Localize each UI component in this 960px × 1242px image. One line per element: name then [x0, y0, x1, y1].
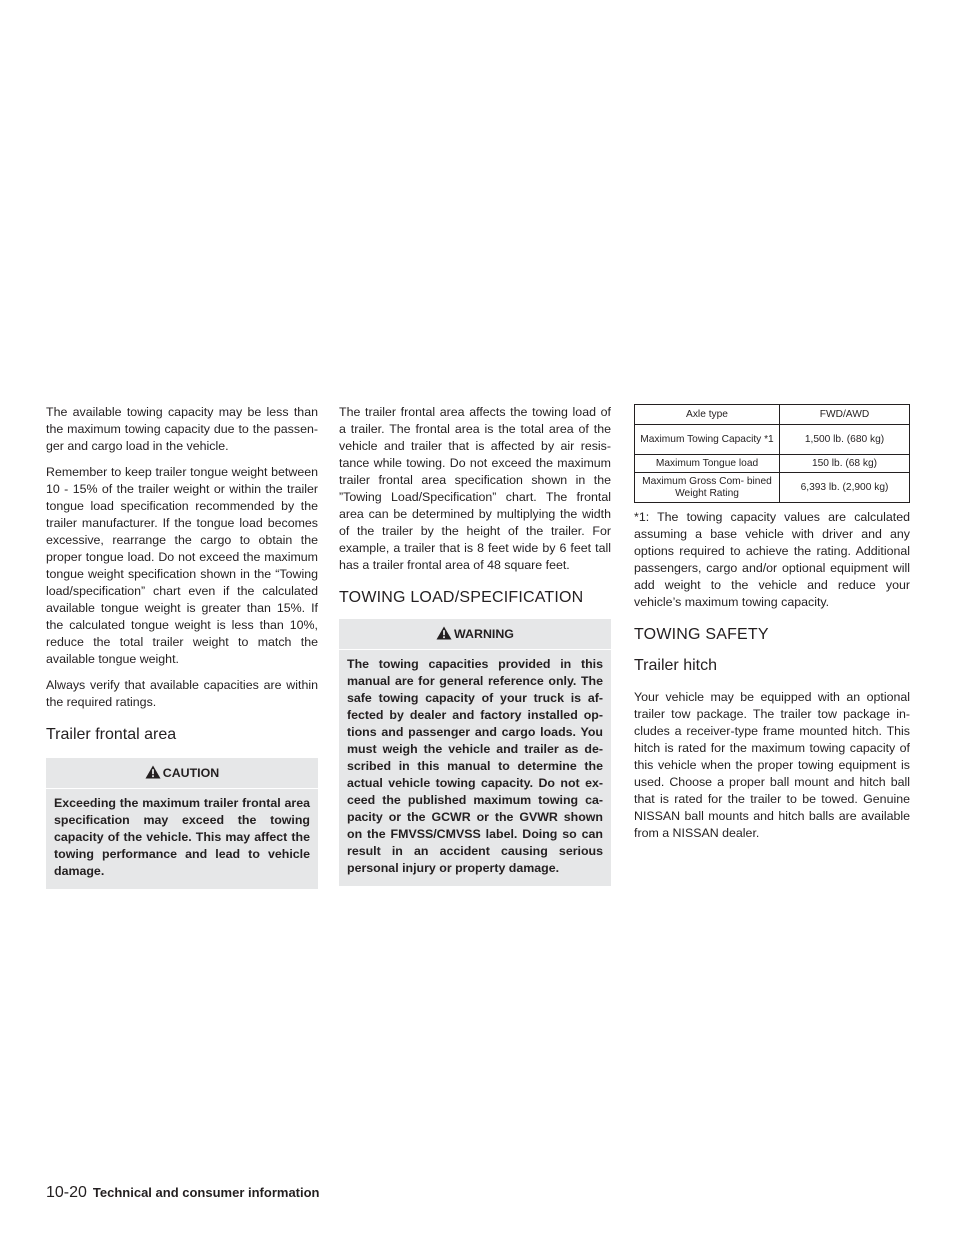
heading-trailer-hitch: Trailer hitch: [634, 657, 717, 674]
caution-header: [46, 765, 318, 789]
column-right: [634, 404, 910, 851]
paragraph-verify-capacities: Always verify that available capacities are within the required ratings.: [46, 678, 318, 709]
column-left: [46, 404, 318, 889]
table-cell: FWD/AWD: [780, 405, 910, 425]
column-middle: [339, 404, 611, 886]
table-row: [635, 405, 910, 425]
table-row: [635, 425, 910, 455]
warning-header: [339, 626, 611, 650]
heading-towing-load-specification: TOWING LOAD/SPECIFICATION: [339, 589, 584, 606]
table-row: [635, 473, 910, 503]
warning-triangle-icon: [145, 765, 161, 779]
warning-box: [339, 619, 611, 886]
table-cell: 6,393 lb. (2,900 kg): [780, 473, 910, 503]
table-cell: 1,500 lb. (680 kg): [780, 425, 910, 455]
paragraph-frontal-area: The trailer frontal area affects the towing load of a trailer. The frontal area is the total area of the vehicle and trailer that is affected by air resistance while towing. Do not exceed the maximum trailer frontal area specification shown in the ”Towing Load/Specification” chart. The frontal area can be determined by multiplying the width of the trailer by the height of the trailer. For example, a trailer that is 8 feet wide by 6 feet tall has a trailer frontal area of 48 square feet.: [339, 405, 611, 572]
warning-title: WARNING: [454, 627, 514, 641]
caution-title: CAUTION: [162, 766, 220, 780]
paragraph-trailer-hitch: Your vehicle may be equipped with an optional trailer tow package. The trailer tow package includes a receiver-type frame mounted hitch. This hitch is rated for the maximum towing capacity of this vehicle when the proper towing equipment is used. Choose a proper ball mount and hitch ball that is rated for the trailer to be towed. Genuine NISSAN ball mounts and hitch balls are available from a NISSAN dealer.: [634, 690, 910, 840]
caution-text: Exceeding the maximum trailer frontal area specification may exceed the towing capacity of the vehicle. This may affect the towing performance and lead to vehicle damage.: [54, 796, 310, 878]
table-row: [635, 455, 910, 473]
paragraph-tongue-weight: Remember to keep trailer tongue weight between 10 - 15% of the trailer weight or within the trailer tongue load specification recommended by the trailer manufacturer. If the tongue load becomes excessive, rearrange the cargo to obtain the proper tongue load. Do not exceed the maximum tongue weight specification shown in the “Towing load/specification” chart even if the calculated available tongue weight is greater than 15%. If the calculated tongue weight is less than 10%, reduce the total trailer weight to match the available tongue weight.: [46, 465, 318, 666]
warning-triangle-icon: [436, 626, 452, 640]
warning-text: The towing capacities provided in this manual are for general reference only. The safe towing capacity of your truck is affected by dealer and factory installed options and passenger and cargo loads. You must weigh the vehicle and trailer as described in this manual to determine the actual vehicle towing capacity. Do not exceed the published maximum towing capacity or the GCWR or the GVWR shown on the FMVSS/CMVSS label. Doing so can result in an accident causing serious personal injury or property damage.: [347, 657, 603, 875]
page-footer: [46, 1184, 320, 1202]
page-number: 10-20: [46, 1184, 87, 1201]
table-cell: 150 lb. (68 kg): [780, 455, 910, 473]
section-title: Technical and consumer information: [92, 1185, 320, 1200]
paragraph-capacity-less: The available towing capacity may be less than the maximum towing capacity due to the passenger and cargo load in the vehicle.: [46, 405, 318, 453]
table-cell: Axle type: [635, 405, 780, 425]
paragraph-footnote: *1: The towing capacity values are calculated assuming a base vehicle with driver and any options required to achieve the rating. Additional passengers, cargo and/or optional equipment will add weight to the vehicle and reduce your vehicle’s maximum towing capacity.: [634, 510, 910, 609]
heading-trailer-frontal-area: Trailer frontal area: [46, 726, 177, 743]
towing-spec-table: [634, 404, 910, 503]
table-cell: Maximum Towing Capacity *1: [635, 425, 780, 455]
table-cell: Maximum Gross Com- bined Weight Rating: [635, 473, 780, 503]
heading-towing-safety: TOWING SAFETY: [634, 626, 769, 643]
caution-box: [46, 758, 318, 889]
table-cell: Maximum Tongue load: [635, 455, 780, 473]
